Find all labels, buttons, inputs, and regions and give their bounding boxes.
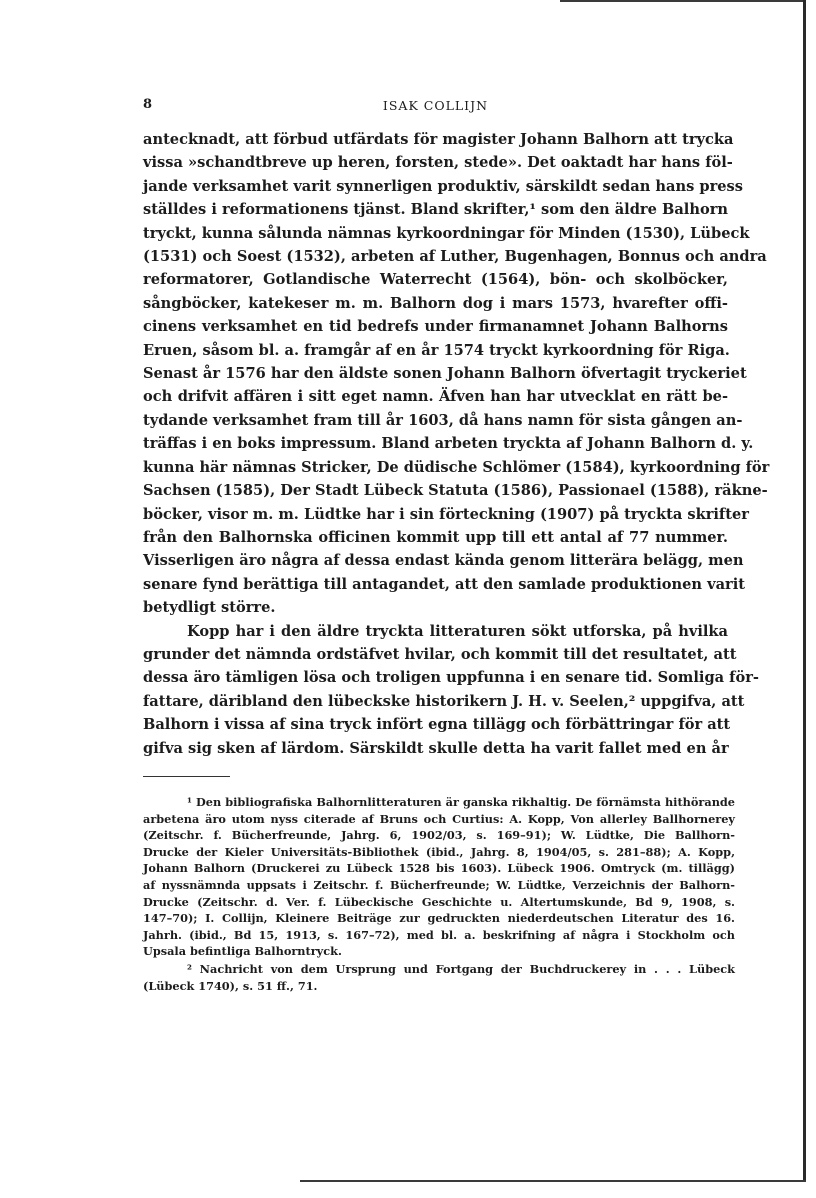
body-line: sångböcker, katekeser m. m. Balhorn dog i mars 1573, hvarefter offi- [143,294,728,312]
body-line: cinens verksamhet en tid bedrefs under firmanamnet Johann Balhorns [143,318,728,336]
body-line: träffas i en boks impressum. Bland arbeten tryckta af Johann Balhorn d. y. [143,435,754,453]
body-line: gifva sig sken af lärdom. Särskildt skulle detta ha varit fallet med en år [143,739,729,757]
footnote-line: Drucke (Zeitschr. d. Ver. f. Lübeckische Geschichte u. Altertumskunde, Bd 9, 1908, s. [143,894,735,909]
body-line: Kopp har i den äldre tryckta litteraturen sökt utforska, på hvilka [187,622,728,640]
body-line: fattare, däribland den lübeckske historikern J. H. v. Seelen,² uppgifva, att [143,692,745,710]
footnote-line: af nyssnämnda uppsats i Zeitschr. f. Bücherfreunde; W. Lüdtke, Verzeichnis der Balhorn- [143,877,735,892]
scan-border-bottom [300,1180,806,1182]
footnote-line: 147–70); I. Collijn, Kleinere Beiträge zur gedruckten niederdeutschen Literatur des 16. [143,911,735,926]
body-line: Sachsen (1585), Der Stadt Lübeck Statuta (1586), Passionael (1588), räkne- [143,482,768,500]
body-text [143,128,770,760]
scan-border-top [560,0,806,2]
body-line: Senast år 1576 har den äldste sonen Johann Balhorn öfvertagit tryckeriet [143,365,747,383]
body-line: tryckt, kunna sålunda nämnas kyrkoordningar för Minden (1530), Lübeck [143,224,750,242]
body-line: (1531) och Soest (1532), arbeten af Luther, Bugenhagen, Bonnus och andra [143,248,767,266]
body-line: och drifvit affären i sitt eget namn. Äfven han har utvecklat en rätt be- [143,388,728,406]
body-line: Visserligen äro några af dessa endast kända genom litterära belägg, men [143,552,744,570]
page-header [143,97,728,117]
footnote-line: Johann Balhorn (Druckerei zu Lübeck 1528 bis 1603). Lübeck 1906. Omtryck (m. tillägg) [143,861,735,876]
body-line: Balhorn i vissa af sina tryck infört egna tillägg och förbättringar för att [143,716,731,734]
body-line: tydande verksamhet fram till år 1603, då hans namn för sista gången an- [143,411,743,429]
footnote-line: Upsala befintliga Balhorntryck. [143,944,342,959]
scan-border-right [803,0,806,1180]
footnote-line: Drucke der Kieler Universitäts-Bibliothek (ibid., Jahrg. 8, 1904/05, s. 281–88); A. Kopp, [143,844,735,859]
body-line: vissa »schandtbreve up heren, forsten, stede». Det oaktadt har hans föl- [143,154,733,172]
footnotes [143,794,735,994]
body-line: dessa äro tämligen lösa och troligen uppfunna i en senare tid. Somliga för- [143,669,759,687]
body-line: reformatorer, Gotlandische Waterrecht (1564), bön- och skolböcker, [143,271,728,289]
body-line: grunder det nämnda ordstäfvet hvilar, och kommit till det resultatet, att [143,645,737,663]
body-line: böcker, visor m. m. Lüdtke har i sin förteckning (1907) på tryckta skrifter [143,505,749,523]
footnote-line: ² Nachricht von dem Ursprung und Fortgang der Buchdruckerey in . . . Lübeck [187,961,735,976]
body-line: kunna här nämnas Stricker, De düdische Schlömer (1584), kyrkoordning för [143,458,770,476]
footnote-line: (Lübeck 1740), s. 51 ff., 71. [143,978,318,993]
body-line: antecknadt, att förbud utfärdats för magister Johann Balhorn att trycka [143,131,734,148]
footnote-line: (Zeitschr. f. Bücherfreunde, Jahrg. 6, 1902/03, s. 169–91); W. Lüdtke, Die Ballhorn- [143,828,735,843]
body-line: senare fynd berättiga till antagandet, att den samlade produktionen varit [143,575,746,593]
footnote-line: Jahrh. (ibid., Bd 15, 1913, s. 167–72), med bl. a. beskrifning af några i Stockholm och [143,927,735,942]
footnote-line: arbetena äro utom nyss citerade af Bruns och Curtius: A. Kopp, Von allerley Ballhornerey [143,811,735,826]
body-line: betydligt större. [143,599,276,617]
footnote-divider [143,776,230,777]
footnote-line: ¹ Den bibliografiska Balhornlitteraturen är ganska rikhaltig. De förnämsta hithörande [187,795,735,809]
page-number: 8 [143,97,153,112]
body-line: Eruen, såsom bl. a. framgår af en år 1574 tryckt kyrkoordning för Riga. [143,341,730,359]
body-line: jande verksamhet varit synnerligen produktiv, särskildt sedan hans press [143,177,743,195]
body-line: ställdes i reformationens tjänst. Bland skrifter,¹ som den äldre Balhorn [143,201,728,219]
body-line: från den Balhornska officinen kommit upp till ett antal af 77 nummer. [143,528,728,546]
running-title: ISAK COLLIJN [382,98,489,113]
